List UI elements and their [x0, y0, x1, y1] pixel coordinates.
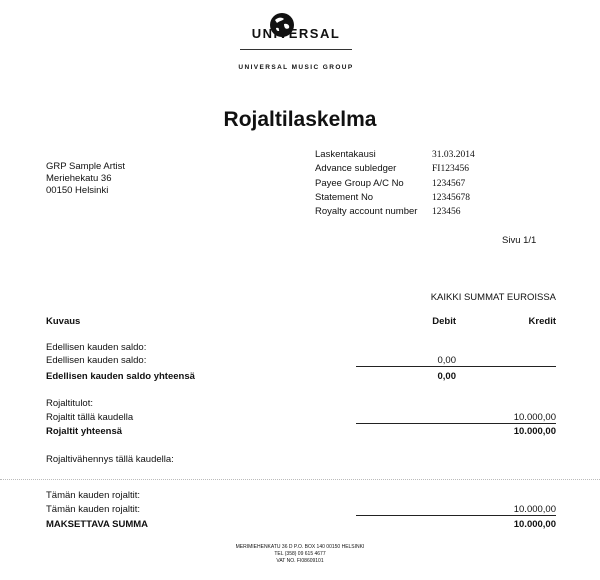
current-heading: Tämän kauden rojaltit: [46, 490, 140, 501]
meta-label-royalty-account: Royalty account number [315, 206, 418, 217]
deduction-label: Rojaltivähennys tällä kaudella: [46, 454, 174, 465]
current-label: Tämän kauden rojaltit: [46, 504, 140, 515]
prev-balance-rule [356, 366, 556, 367]
income-heading: Rojaltitulot: [46, 398, 93, 409]
address-line-name: GRP Sample Artist [46, 161, 126, 172]
meta-label-period: Laskentakausi [315, 149, 376, 160]
income-total-credit: 10.000,00 [513, 426, 556, 437]
income-label: Rojaltit tällä kaudella [46, 412, 134, 423]
payable-label: MAKSETTAVA SUMMA [46, 519, 149, 530]
prev-balance-heading: Edellisen kauden saldo: [46, 342, 147, 353]
prev-total-debit: 0,00 [437, 371, 456, 382]
income-total-label: Rojaltit yhteensä [46, 426, 123, 437]
prev-total-label: Edellisen kauden saldo yhteensä [46, 371, 195, 382]
current-credit: 10.000,00 [513, 504, 556, 515]
meta-label-payee: Payee Group A/C No [315, 178, 404, 189]
column-header-credit: Kredit [528, 316, 556, 327]
column-header-debit: Debit [432, 316, 456, 327]
page-number: Sivu 1/1 [502, 235, 537, 246]
logo-rule [240, 49, 352, 50]
income-rule [356, 423, 556, 424]
prev-balance-label: Edellisen kauden saldo: [46, 355, 147, 366]
meta-value-period: 31.03.2014 [432, 150, 475, 160]
footer-address: MERIMIEHENKATU 36 D P.O. BOX 140 00150 HELSINKI [235, 544, 365, 550]
page-title: Rojaltilaskelma [223, 108, 377, 131]
meta-value-statement: 12345678 [432, 193, 470, 203]
logo-wordmark: UNIVERSAL [251, 26, 341, 41]
income-credit: 10.000,00 [513, 412, 556, 423]
meta-label-statement: Statement No [315, 192, 374, 203]
meta-value-payee: 1234567 [432, 179, 466, 189]
footer-vat: VAT NO. FI08609101 [276, 558, 324, 564]
meta-value-royalty-account: 123456 [432, 207, 461, 217]
logo-subtitle: UNIVERSAL MUSIC GROUP [238, 64, 354, 71]
section-divider [0, 479, 600, 480]
meta-value-subledger: FI123456 [432, 164, 469, 174]
footer-phone: TEL (358) 09 615 4677 [274, 551, 326, 557]
currency-note: KAIKKI SUMMAT EUROISSA [430, 292, 556, 303]
address-line-city: 00150 Helsinki [46, 185, 109, 196]
current-rule [356, 515, 556, 516]
payable-credit: 10.000,00 [513, 519, 556, 530]
meta-label-subledger: Advance subledger [315, 163, 397, 174]
column-header-description: Kuvaus [46, 316, 81, 327]
address-line-street: Meriehekatu 36 [46, 173, 112, 184]
prev-balance-debit: 0,00 [437, 355, 456, 366]
